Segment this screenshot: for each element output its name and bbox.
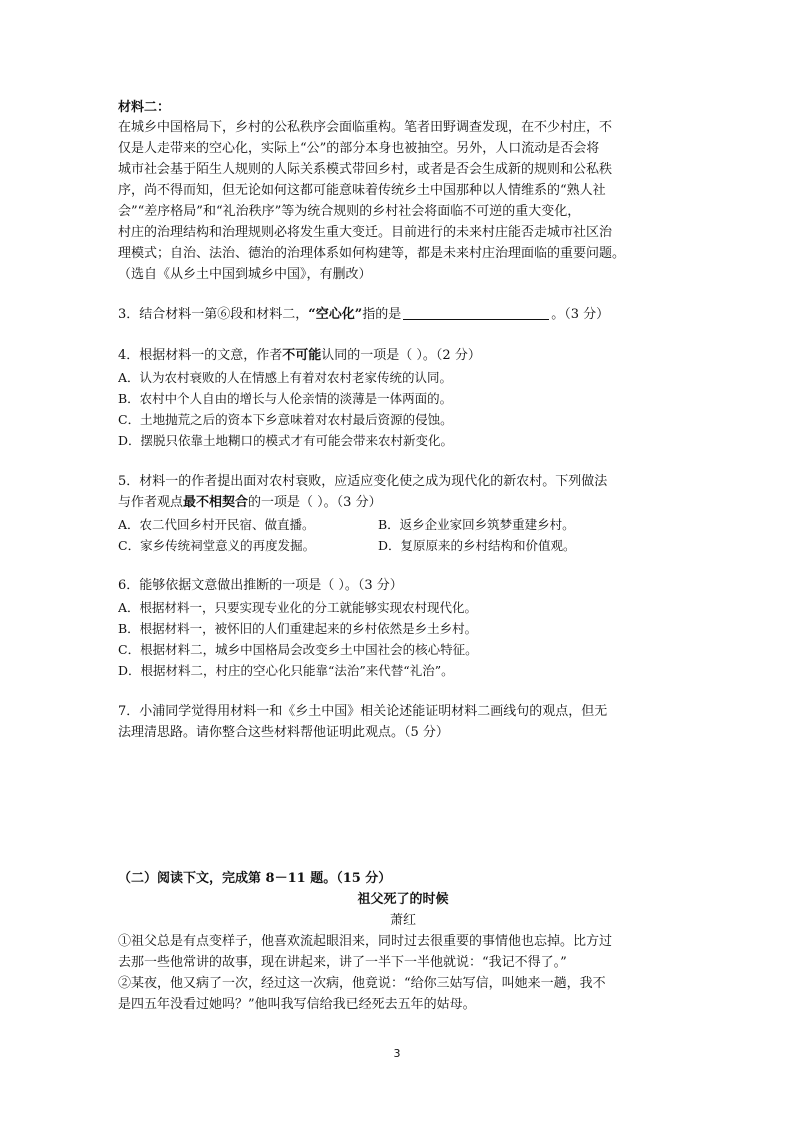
q3-middle: 指的是 [362, 307, 402, 322]
q4-option-d: D．摆脱只依靠土地糊口的模式才有可能会带来农村新变化。 [118, 433, 454, 448]
q5-suffix: 的一项是（ ）。（3 分） [248, 495, 382, 510]
q3-prefix: 3．结合材料一第⑥段和材料二， [118, 307, 309, 322]
q5-options-row2 [118, 536, 688, 556]
q4-prefix: 4．根据材料一的文意，作者 [118, 348, 283, 363]
q4-option-c: C．土地抛荒之后的资本下乡意味着对农村最后资源的侵蚀。 [118, 412, 453, 427]
material2-line: 理模式；自治、法治、德治的治理体系如何构建等，都是未来村庄治理面临的重要问题。 [118, 246, 626, 261]
q4-keyword: 不可能 [282, 348, 322, 363]
q3-keyword: “空心化” [308, 307, 363, 322]
question-5-line1: 5．材料一的作者提出面对农村衰败，应适应变化使之成为现代化的新农村。下列做法 [118, 474, 608, 489]
article-paragraph-line: ①祖父总是有点变样子，他喜欢流起眼泪来，同时过去很重要的事情他也忘掉。比方过 [118, 934, 613, 949]
q4-suffix: 认同的一项是（ ）。（2 分） [321, 348, 481, 363]
q6-option-d: D．根据材料二，村庄的空心化只能靠“法治”来代替“礼治”。 [118, 663, 454, 678]
question-5-line2 [118, 493, 688, 513]
q6-option-b: B．根据材料一，被怀旧的人们重建起来的乡村依然是乡土乡村。 [118, 621, 478, 636]
q5-option-b: B．返乡企业家回乡筑梦重建乡村。 [378, 517, 575, 532]
material2-line: 仅是人走带来的空心化，实际上“公”的部分本身也被抽空。另外，人口流动是否会将 [118, 141, 600, 156]
q5-option-d: D．复原原来的乡村结构和价值观。 [378, 538, 576, 553]
q5-keyword: 最不相契合 [183, 495, 249, 510]
section2-heading: （二）阅读下文，完成第 8－11 题。（15 分） [118, 871, 392, 886]
q5-prefix: 与作者观点 [118, 495, 184, 510]
article-author: 萧红 [389, 913, 416, 928]
question-3 [118, 305, 688, 325]
material2-line: 序，尚不得而知，但无论如何这都可能意味着传统乡土中国那种以人情维系的“熟人社 [118, 183, 606, 198]
page-number: 3 [393, 1047, 401, 1060]
material2-line: 会”“差序格局”和“礼治秩序”等为统合规则的乡村社会将面临不可逆的重大变化， [118, 204, 581, 219]
q4-option-a: A．认为农村衰败的人在情感上有着对农村老家传统的认同。 [118, 370, 453, 385]
material2-source: （选自《从乡土中国到城乡中国》，有删改） [118, 267, 372, 282]
q6-option-c: C．根据材料二，城乡中国格局会改变乡土中国社会的核心特征。 [118, 642, 478, 657]
material2-line: 村庄的治理结构和治理规则必将发生重大变迁。目前进行的未来村庄能否走城市社区治 [118, 225, 613, 240]
question-7-line1: 7．小浦同学觉得用材料一和《乡土中国》相关论述能证明材料二画线句的观点，但无 [118, 704, 608, 719]
material2-line: 在城乡中国格局下，乡村的公私秩序会面临重构。笔者田野调查发现，在不少村庄，不 [118, 120, 613, 135]
q5-option-c: C．家乡传统祠堂意义的再度发掘。 [118, 538, 316, 553]
question-7-line2: 法理清思路。请你整合这些材料帮他证明此观点。（5 分） [118, 725, 449, 740]
article-title: 祖父死了的时候 [357, 892, 449, 907]
q6-option-a: A．根据材料一，只要实现专业化的分工就能够实现农村现代化。 [118, 600, 478, 615]
q5-option-a: A．农二代回乡村开民宿、做直播。 [118, 517, 315, 532]
article-paragraph-line: 去那一些他常讲的故事，现在讲起来，讲了一半下一半他就说：“我记不得了。” [118, 955, 567, 970]
q3-answer-blank[interactable] [403, 305, 549, 320]
q3-suffix: 。（3 分） [551, 307, 610, 322]
q4-option-b: B．农村中个人自由的增长与人伦亲情的淡薄是一体两面的。 [118, 391, 453, 406]
material2-line: 城市社会基于陌生人规则的人际关系模式带回乡村，或者是否会生成新的规则和公私秩 [118, 162, 613, 177]
q5-options-row1 [118, 515, 688, 535]
question-6: 6．能够依据文意做出推断的一项是（ ）。（3 分） [118, 578, 403, 593]
article-paragraph-line: 是四五年没看过她吗？”他叫我写信给我已经死去五年的姑母。 [118, 997, 476, 1012]
material2-heading: 材料二： [118, 100, 171, 115]
question-4 [118, 346, 688, 366]
article-paragraph-line: ②某夜，他又病了一次，经过这一次病，他竟说：“给你三姑写信，叫她来一趟，我不 [118, 976, 606, 991]
